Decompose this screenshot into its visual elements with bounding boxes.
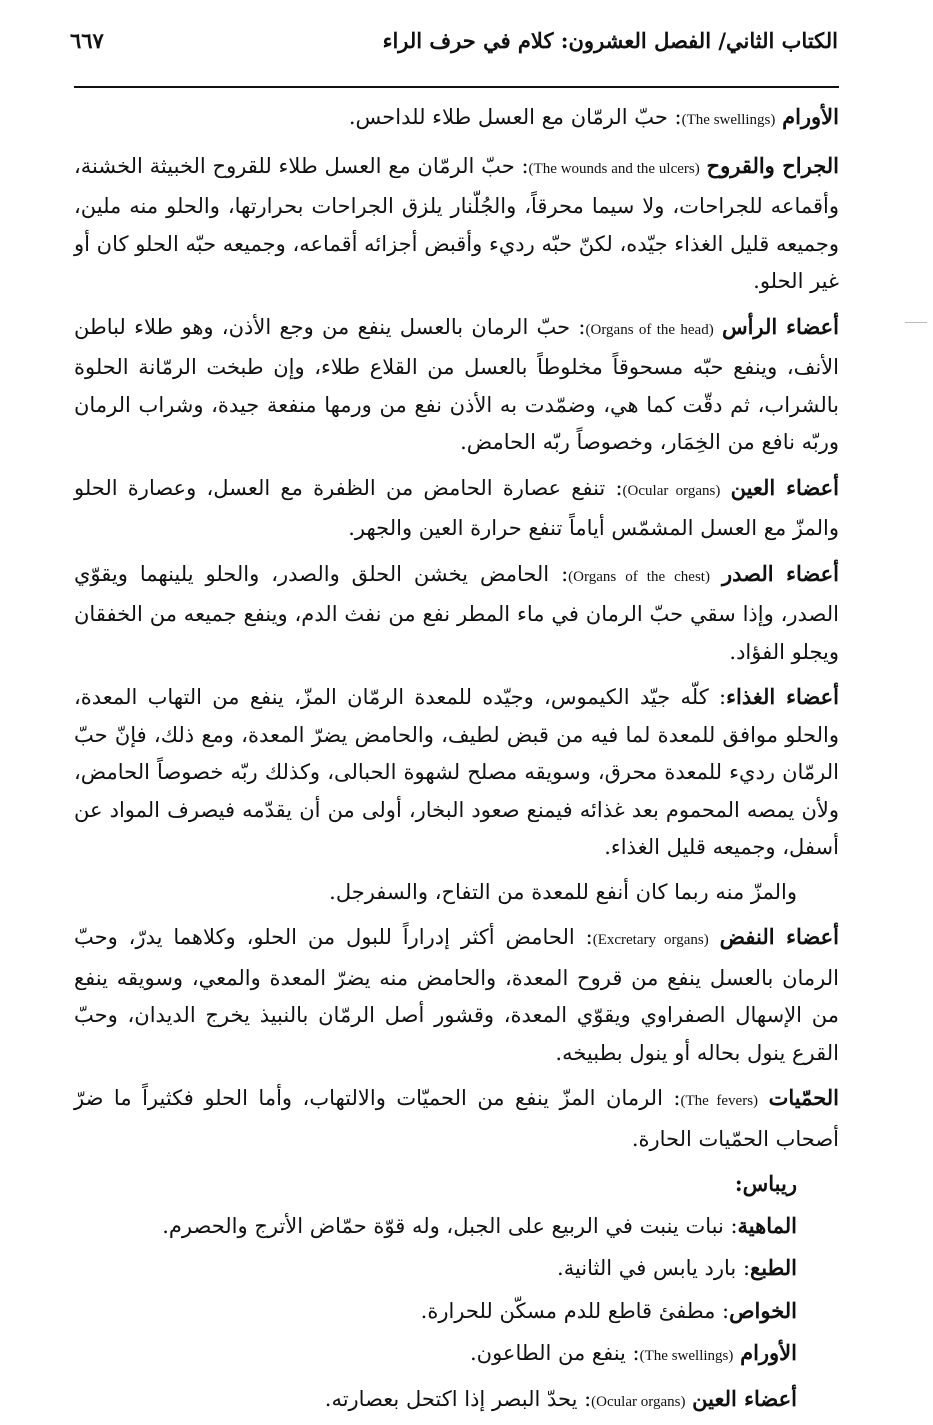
section-title: ريباس: xyxy=(734,1171,797,1196)
english-gloss: (Ocular organs) xyxy=(622,482,721,499)
english-gloss: (Excretary organs) xyxy=(592,932,709,948)
page-number: ٦٦٧ xyxy=(70,28,104,53)
paragraph-swellings xyxy=(74,98,839,140)
page-body xyxy=(74,98,839,1425)
section-item-nature xyxy=(74,1207,797,1246)
section-item-eye xyxy=(74,1380,797,1422)
term-heading: الخواص xyxy=(729,1297,797,1323)
paragraph-text: : حبّ الرمان بالعسل ينفع من وجع الأذن، وهو طلاء لباطن الأنف، وينفع حبّه مسحوقاً مخلوطاً بالعسل من القلاع طلاء، وإن طبخت الرمّانة الحلوة بالشراب، ثم دقّت كما هي، وضمّدت به الأذن نفع من ورمها منفعة جيدة، وشراب الرمان وربّه نافع من الخِمَار، وخصوصاً ربّه الحامض. xyxy=(74,314,839,454)
paragraph-head xyxy=(74,308,839,462)
item-text: : بارد يابس في الثانية. xyxy=(557,1256,751,1280)
item-text: : يحدّ البصر إذا اكتحل بعصارته. xyxy=(324,1386,592,1411)
paragraph-eye xyxy=(74,469,839,548)
item-text: : ينفع من الطاعون. xyxy=(469,1341,640,1365)
english-gloss: (The fevers) xyxy=(680,1093,759,1109)
section-item-properties xyxy=(74,1292,797,1331)
ribas-section xyxy=(74,1165,839,1421)
header-rule xyxy=(74,86,839,88)
paragraph-sour-note xyxy=(74,874,839,912)
term-heading: أعضاء العين xyxy=(730,474,839,500)
paragraph-text: : حبّ الرمّان مع العسل طلاء للقروح الخبيثة الخشنة، وأقماعه للجراحات، ولا سيما محرقاً، والجُلّنار يلزق الجراحات بحرارتها، والحلو منه ملين، وجميعه قليل الغذاء جيّده، لكنّ حبّه رديء وأقبض أجزائه أقماعه، وجميعه حبّه الحلو كان أو غير الحلو. xyxy=(74,153,839,293)
section-item-swellings xyxy=(74,1334,797,1376)
term-heading: الماهية xyxy=(737,1212,797,1238)
paragraph-text: : الحامض أكثر إدراراً للبول من الحلو، وكلاهما يدرّ، وحبّ الرمان بالعسل ينفع من قروح المعدة، والحامض منه يضرّ المعدة والمعي، وسويقه ينفع من الإسهال الصفراوي ويقوّي المعدة، وقشور أصل الرمّان بالنبيذ يخرج الديدان، وحبّ القرع ينول بحاله أو ينول بطبيخه. xyxy=(74,925,839,1065)
paragraph-chest xyxy=(74,555,839,672)
term-heading: الأورام xyxy=(782,104,839,129)
section-item-temperament xyxy=(74,1249,797,1288)
term-heading: أعضاء النفض xyxy=(719,924,839,949)
paragraph-text: : الرمان المزّ ينفع من الحميّات والالتهاب، وأما الحلو فكثيراً ما ضرّ أصحاب الحمّيات الحارة. xyxy=(74,1086,839,1151)
term-heading: الحمّيات xyxy=(768,1085,839,1110)
paragraph-excretion xyxy=(74,918,839,1072)
english-gloss: (The swellings) xyxy=(639,1348,734,1364)
running-title: الكتاب الثاني/ الفصل العشرون: كلام في حرف الراء xyxy=(382,28,838,53)
paragraph-wounds xyxy=(74,147,839,301)
english-gloss: (The wounds and the ulcers) xyxy=(528,160,700,177)
paragraph-text: : الحامض يخشن الحلق والصدر، والحلو يلينهما ويقوّي الصدر، وإذا سقي حبّ الرمان في ماء المطر نفع من نفث الدم، وينفع جميعه من الخفقان ويجلو الفؤاد. xyxy=(74,561,839,664)
term-heading: الأورام xyxy=(740,1340,797,1365)
term-heading: الطبع xyxy=(750,1255,797,1280)
english-gloss: (Organs of the chest) xyxy=(568,568,710,585)
term-heading: أعضاء الرأس xyxy=(721,313,839,339)
paragraph-text: والمزّ منه ربما كان أنفع للمعدة من التفاح، والسفرجل. xyxy=(329,879,797,904)
term-heading: الجراح والقروح xyxy=(706,152,839,178)
paragraph-fevers xyxy=(74,1079,839,1158)
term-heading: أعضاء الغذاء xyxy=(726,684,839,709)
english-gloss: (Organs of the head) xyxy=(585,321,714,338)
page-header xyxy=(70,28,838,63)
english-gloss: (Ocular organs) xyxy=(591,1393,686,1410)
paragraph-nutrition xyxy=(74,678,839,867)
item-text: : نبات ينبت في الربيع على الجبل، وله قوّة حمّاض الأترج والحصرم. xyxy=(162,1213,738,1238)
paragraph-text: : حبّ الرمّان مع العسل طلاء للداحس. xyxy=(348,105,682,129)
margin-mark xyxy=(905,322,927,323)
term-heading: أعضاء الصدر xyxy=(721,560,839,586)
item-text: : مطفئ قاطع للدم مسكّن للحرارة. xyxy=(420,1298,730,1323)
term-heading: أعضاء العين xyxy=(692,1385,797,1411)
english-gloss: (The swellings) xyxy=(681,112,776,128)
paragraph-text: : كلّه جيّد الكيموس، وجيّده للمعدة الرمّان المزّ، ينفع من التهاب المعدة، والحلو موافق للمعدة لما فيه من قبض لطيف، والحامض يضرّ المعدة، ومع ذلك، فإنّ حبّ الرمّان رديء للمعدة محرق، وسويقه مصلح لشهوة الحبالى، وكذلك ربّه خصوصاً الحامض، ولأن يمصه المحموم بعد غذائه فيمنع صعود البخار، أولى من أن يقدّمه فيصرف المواد عن أسفل، وجميعه قليل الغذاء. xyxy=(74,685,839,859)
paragraph-text: : تنفع عصارة الحامض من الظفرة مع العسل، وعصارة الحلو والمزّ مع العسل المشمّس أياماً تنفع حرارة العين والجهر. xyxy=(74,475,839,540)
